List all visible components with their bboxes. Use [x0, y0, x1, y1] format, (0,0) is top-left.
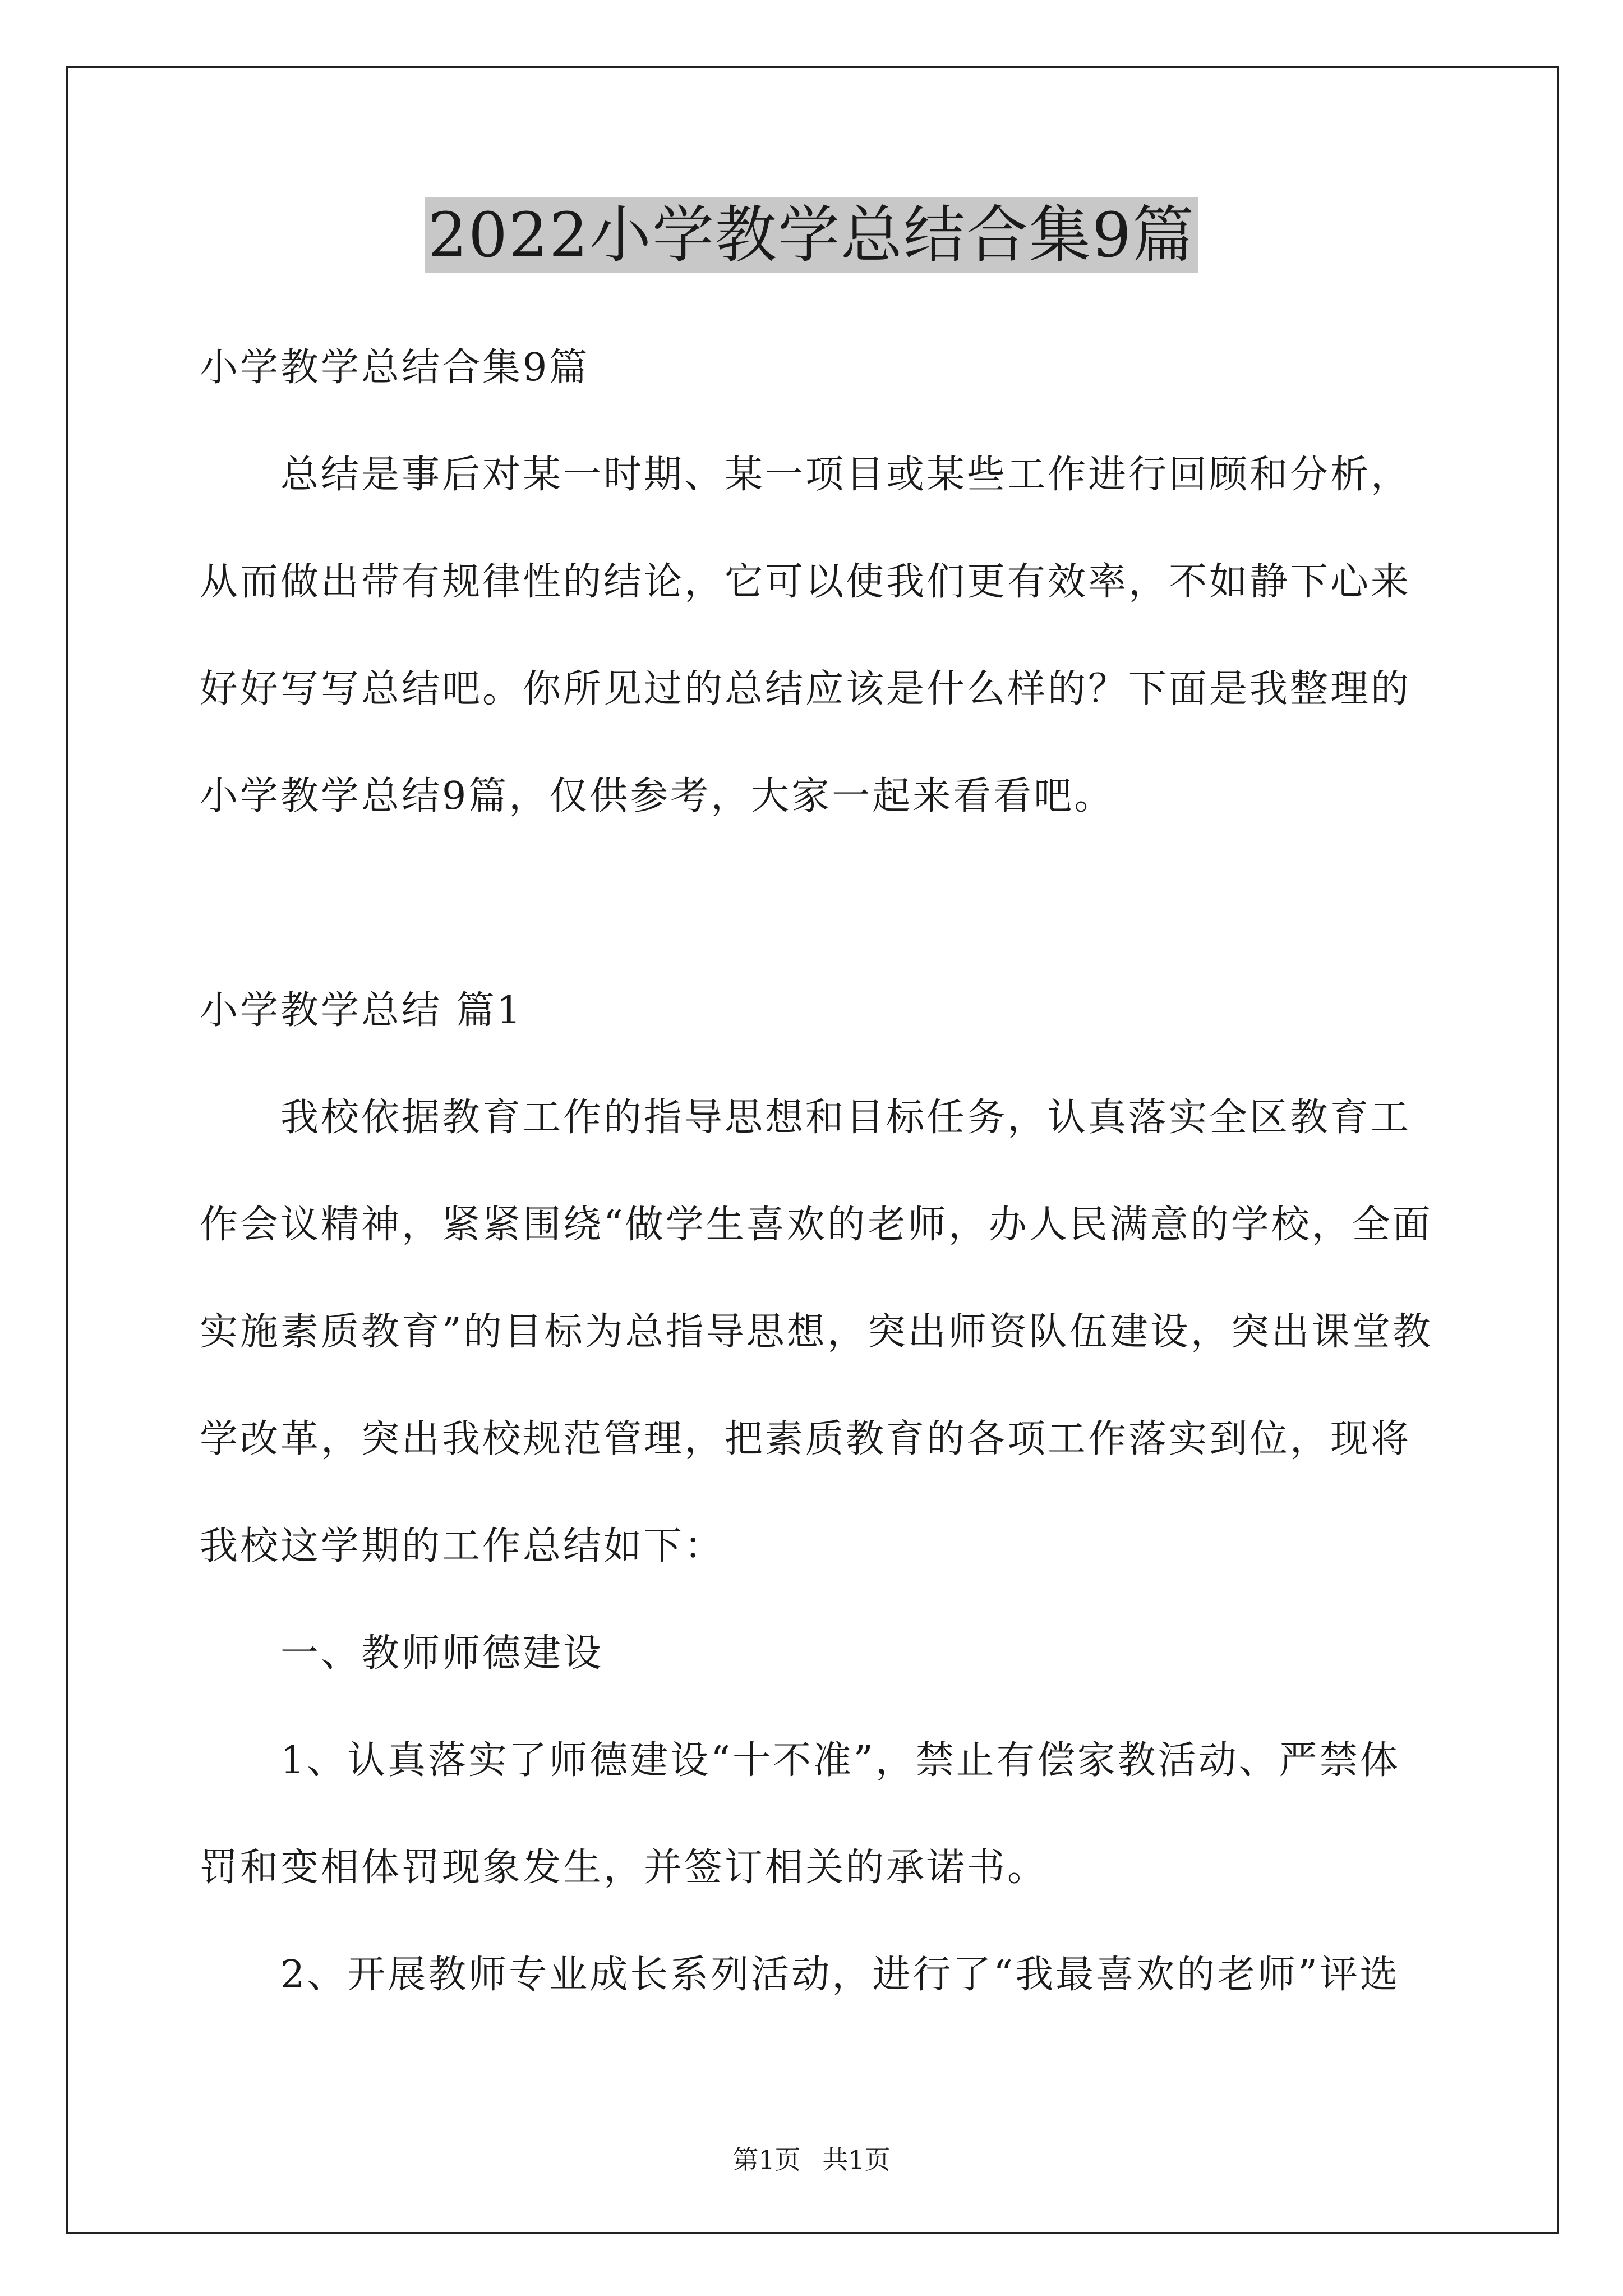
document-body	[200, 314, 1433, 2028]
subtitle-paragraph: 小学教学总结合集9篇	[200, 346, 590, 390]
intro-paragraph: 总结是事后对某一时期、某一项目或某些工作进行回顾和分析，从而做出带有规律性的结论，它可以使我们更有效率，不如静下心来好好写写总结吧。你所见过的总结应该是什么样的？下面是我整理的小学教学总结9篇，仅供参考，大家一起来看看吧。	[200, 453, 1412, 818]
section-heading: 小学教学总结 篇1	[200, 988, 523, 1033]
list-item: 2、开展教师专业成长系列活动，进行了“我最喜欢的老师”评选	[280, 1953, 1400, 1997]
page-number-current: 第1页	[732, 2145, 801, 2175]
page-number-total: 共1页	[822, 2145, 891, 2175]
document-title: 2022小学教学总结合集9篇	[425, 197, 1198, 273]
subsection-heading: 一、教师师德建设	[280, 1631, 604, 1676]
title-container	[0, 197, 1623, 273]
body-paragraph: 我校依据教育工作的指导思想和目标任务，认真落实全区教育工作会议精神，紧紧围绕“做学生喜欢的老师，办人民满意的学校，全面实施素质教育”的目标为总指导思想，突出师资队伍建设，突出课堂教学改革，突出我校规范管理，把素质教育的各项工作落实到位，现将我校这学期的工作总结如下：	[200, 1096, 1433, 1568]
list-item: 1、认真落实了师德建设“十不准”，禁止有偿家教活动、严禁体罚和变相体罚现象发生，并签订相关的承诺书。	[200, 1738, 1400, 1890]
page-footer	[0, 2143, 1623, 2177]
